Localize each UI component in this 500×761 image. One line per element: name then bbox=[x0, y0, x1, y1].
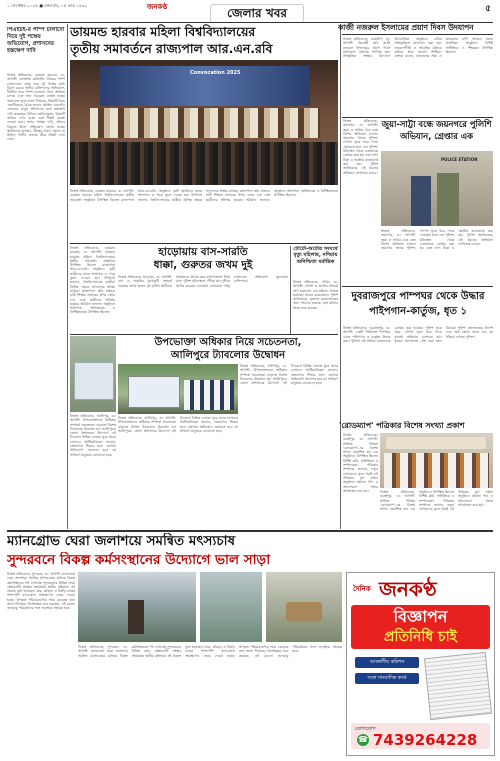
convocation-photo bbox=[70, 60, 338, 185]
ad-tag1: আকর্ষণীয় কমিশন bbox=[355, 657, 419, 668]
mangrove-headline-1: ম্যানগ্রোভ ঘেরা জলাশয়ে সমন্বিত মৎস্যচাষ bbox=[7, 533, 236, 549]
dubraj-rule bbox=[342, 286, 493, 287]
upa-body-3: নিজস্ব প্রতিবেদক, আলিপুর, ৩১ আগস্ট: উপভোক্তাদের অধিকার সম্পর্কে সচেতনতা বাড়াতে বিশেষ ট্যাবলোর উদ্বোধন হল আলিপুরে। জেলা প্রশাসনের উদ্যোগে এই ট্যাবলো বিভিন্ন এলাকা ঘুরে প্রচার চালাবে। আধিকারিকরা জানান, প্রতারণার শিকার হলে কোথায় অভিযোগ জানাতে হবে তা সাধারণ মানুষকে বোঝানো হবে। bbox=[118, 416, 238, 433]
mangrove-body-1: নিজস্ব প্রতিবেদক, সুন্দরবন, ৩১ আগস্ট: ম্যানগ্রোভ ঘেরা জলাশয়ে সমন্বিত মৎস্যচাষের মাধ্যমে বিকল্প কর্মসংস্থানের পথ দেখাচ্ছে সুন্দরবনের বিভিন্ন গ্রাম। স্বেচ্ছাসেবী সংস্থার সহায়তায় স্থানীয় মহিলারা এই প্রকল্পে যুক্ত হয়েছেন। মাছ, কাঁকড়া ও চিংড়ি চাষের পাশাপাশি ম্যানগ্রোভ সংরক্ষণেও জোর দেওয়া হচ্ছে। উপকৃত পরিবারগুলির আয় বেড়েছে বলে জানা গিয়েছে। বিশেষজ্ঞরা মনে করছেন, এই মডেল জলবায়ু পরিবর্তনের সঙ্গে লড়াইয়ে সহায়ক হবে। bbox=[7, 572, 75, 611]
kazi-headline: কাজী নজরুল ইসলামের প্রয়াণ দিবস উদযাপন bbox=[338, 23, 474, 32]
dignitaries-row bbox=[90, 108, 320, 138]
ad-line2: প্রতিনিধি চাই bbox=[384, 629, 457, 645]
convocation-banner-text: Convocation 2025 bbox=[190, 70, 241, 76]
fish-farm-photo-2 bbox=[200, 572, 262, 642]
jua-headline: জুয়া-সাট্টা বন্ধে জয়নগরে পুলিশি অভিযান, গ্রেপ্তার এক bbox=[381, 119, 492, 141]
tableau-vehicle bbox=[74, 362, 114, 400]
ad-tag2: সঙ্গে সাংবাদিক কার্ড bbox=[355, 673, 419, 684]
bus-body: নিজস্ব প্রতিবেদক, হাড়োয়া, ৩১ আগস্ট: বাস ও সারতির মুখোমুখি সংঘর্ষে গুরুতর জখম হলেন দুই ব্যক্তি। স্থানীয়রা আহতদের উদ্ধার করে হাসপাতালে নিয়ে যান। পুলিশ ঘটনাস্থলে পৌঁছে যান দুটিকে আটক করেছে। এলাকায় বেপরোয়া গাড়ি চালানোর অভিযোগ তুলেছেন বাসিন্দারা। bbox=[118, 275, 288, 288]
recruitment-ad bbox=[346, 572, 495, 756]
dubraj-body: নিজস্ব প্রতিবেদক, দুবরাজপুর, ৩১ আগস্ট: একটি পরিত্যক্ত পাম্পঘর থেকে পাইপগান ও কার্তুজ উদ্ধার করল পুলিশ। এই ঘটনায় একজনকে গ্রেপ্তার করা হয়েছে। পুলিশ সূত্রে খবর, গোপন সূত্রে খবর পেয়ে রাতেই অভিযান চালানো হয়। ধৃতকে আদালতে পেশ করা হলে বিচারক পুলিশ হেফাজতের নির্দেশ দেন। অস্ত্র কোথা থেকে এল, তা খতিয়ে দেখছে পুলিশ। bbox=[343, 326, 493, 343]
jua-body: নিজস্ব প্রতিবেদক, জয়নগর, ৩১ আগস্ট: জুয়া ও সাট্টার ঠেক বন্ধে বিশেষ অভিযান চালাল জয়নগর থানার পুলিশ। গোপন সূত্রে খবর পেয়ে এলাকায় হানা দেয় পুলিশ। ঘটনাস্থল থেকে একজনকে গ্রেপ্তার করা হয় এবং নগদ টাকা ও সরঞ্জাম বাজেয়াপ্ত করা হয়। পুলিশ জানিয়েছে, এই ধরনের অভিযান লাগাতার চলবে। bbox=[343, 119, 378, 175]
officials-group bbox=[184, 380, 234, 410]
audience bbox=[70, 142, 338, 185]
upa-rule bbox=[70, 334, 338, 335]
phone-icon: ☎ bbox=[358, 735, 368, 744]
farmer-figure bbox=[128, 600, 144, 634]
dubraj-headline: দুবরাজপুরে পাম্পঘর থেকে উদ্ধার পাইপগান-কার্তুজ, ধৃত ১ bbox=[351, 291, 485, 317]
page-number: ৫ bbox=[485, 4, 491, 14]
tableau-van bbox=[128, 376, 180, 408]
lead-rule bbox=[70, 243, 338, 244]
rodmap-guests bbox=[384, 453, 489, 488]
toto-divider bbox=[290, 246, 291, 334]
police-photo bbox=[381, 151, 493, 226]
left-body: নিজস্ব প্রতিবেদক, ডায়মন্ড হারবার, ৩১ আগস্ট: জনস্বাস্থ্য কারিগরি দপ্তরের পাম্প চালানোকে কেন্দ্র করে দুই পক্ষের মধ্যে বিবাদ চরমে। স্থানীয় বাসিন্দাদের অভিযোগ, দীর্ঘদিন ধরে পাম্প চালানো নিয়ে অনিয়ম চলছে এবং জল সরবরাহ ব্যাহত হচ্ছে। পঞ্চায়েত সূত্রে জানা গিয়েছে, বিষয়টি নিয়ে একাধিকবার বৈঠক হলেও সমাধান মেলেনি। এলাকার মানুষ প্রশাসনের দ্রুত হস্তক্ষেপ দাবি করেছেন। বিডিও জানিয়েছেন, বিষয়টি খতিয়ে দেখা হচ্ছে এবং শীঘ্রই ব্যবস্থা নেওয়া হবে। অপর পক্ষের দাবি, তাঁদের বিরুদ্ধে মিথ্যা অভিযোগ তোলা হচ্ছে। স্থানীয়দের আশঙ্কা, গ্রীষ্মের আগে সমস্যা না মিটলে পানীয় জলের তীব্র সংকট দেখা দেবে। bbox=[7, 73, 65, 142]
lead-body-cont: নিজস্ব প্রতিবেদক, ডায়মন্ড হারবার, ৩১ আগস্ট: ডায়মন্ড হারবার মহিলা বিশ্ববিদ্যালয়ের তৃতীয় সমাবর্তন অনুষ্ঠানে উপস্থিত ছিলেন রাজ্যপাল আর.এন.রবি। অনুষ্ঠানে কৃতী ছাত্রীদের হাতে শংসাপত্র ও পদক তুলে দেওয়া হয়। উপাচার্য জানান, বিশ্ববিদ্যালয়ের ছাত্রীরা বিভিন্ন ক্ষেত্রে সাফল্যের স্বাক্ষর রাখছে। রাজ্যপাল তাঁর বক্তব্যে নারী শিক্ষার প্রসারের উপর জোর দেন এবং ছাত্রীদের স্বনির্ভর হওয়ার আহ্বান জানান। অনুষ্ঠানে অধ্যাপক, অভিভাবক ও বিশিষ্টজনেরা উপস্থিত ছিলেন। bbox=[70, 246, 115, 315]
ad-brand: জনকণ্ঠ bbox=[379, 577, 437, 601]
accused-person bbox=[411, 176, 431, 226]
upa-headline-1: উপভোক্তা অধিকার নিয়ে সচেতনতা, bbox=[154, 337, 302, 348]
mangrove-headline-2: সুন্দরবনে বিকল্প কর্মসংস্থানের উদ্যোগে ভাল সাড়া bbox=[7, 552, 271, 568]
rodmap-body: নিজস্ব প্রতিবেদক, বারুইপুর, ৩১ আগস্ট: সাহিত্য পত্রিকা 'রোডম্যাপ'-এর বিশেষ সংখ্যা প্রকাশিত হল এক অনুষ্ঠানে। উপস্থিত ছিলেন বিশিষ্ট কবি, সাহিত্যিক ও সম্পাদকরা। পত্রিকার সম্পাদক জানান, নতুন লেখকদের তুলে ধরাই এই পত্রিকার মূল লক্ষ্য। অনুষ্ঠানে কবিতা পাঠ ও আলোচনা সভার আয়োজন করা হয়। bbox=[343, 433, 378, 493]
bus-headline-1: হাড়োয়ায় বাস-সারতি bbox=[158, 246, 248, 258]
kazi-body: নিজস্ব প্রতিবেদক, কাকদ্বীপ, ৩১ আগস্ট: বিদ্রোহী কবি কাজী নজরুল ইসলামের প্রয়াণ দিবস যথাযোগ্য মর্যাদায় পালিত হল। সাংস্কৃতিক সংস্থার উদ্যোগে আয়োজিত অনুষ্ঠানে কবির প্রতিকৃতিতে মাল্যদান করা হয়। নজরুলগীতি ও আবৃত্তির মাধ্যমে কবিকে শ্রদ্ধা জানান শিল্পীরা। বক্তারা বলেন, নজরুলের সাম্য ও মানবতার বাণী আজও সমান প্রাসঙ্গিক। অনুষ্ঠানে বিশিষ্ট সাহিত্যিক ও শিক্ষকরা উপস্থিত ছিলেন। bbox=[343, 37, 493, 59]
bus-headline-2: ধাক্কা, গুরুতর জখম দুই bbox=[153, 259, 253, 271]
page-date: ১ সেপ্টেম্বর ২০২৫ ● মঙ্গলবার, ১৫ ভাদ্র ১৪৩২ bbox=[7, 3, 88, 8]
kazi-rule bbox=[342, 34, 493, 35]
harvest-basket bbox=[286, 602, 322, 622]
ad-brand-small: দৈনিক bbox=[353, 585, 371, 593]
left-headline: পিএইচই-র পাম্প চালানো নিয়ে দুই পক্ষের অভিযোগ, প্রশাসনের হস্তক্ষেপ দাবি bbox=[7, 27, 65, 54]
ad-newspaper-image bbox=[424, 652, 492, 720]
mangrove-body-2: নিজস্ব প্রতিবেদক, সুন্দরবন, ৩১ আগস্ট: ম্যানগ্রোভ ঘেরা জলাশয়ে সমন্বিত মৎস্যচাষের মাধ্যমে বিকল্প কর্মসংস্থানের পথ দেখাচ্ছে সুন্দরবনের বিভিন্ন গ্রাম। স্বেচ্ছাসেবী সংস্থার সহায়তায় স্থানীয় মহিলারা এই প্রকল্পে যুক্ত হয়েছেন। মাছ, কাঁকড়া ও চিংড়ি চাষের পাশাপাশি ম্যানগ্রোভ সংরক্ষণেও জোর দেওয়া হচ্ছে। উপকৃত পরিবারগুলির আয় বেড়েছে বলে জানা গিয়েছে। বিশেষজ্ঞরা মনে করছেন, এই মডেল জলবায়ু পরিবর্তনের সঙ্গে লড়াইয়ে সহায়ক হবে। bbox=[78, 645, 342, 658]
lead-headline-2: তৃতীয় সমাবর্তনে রাজ্যপাল আর.এন.রবি bbox=[70, 41, 273, 56]
fish-farm-photo-1 bbox=[78, 572, 196, 642]
section-title: জেলার খবর bbox=[210, 4, 304, 23]
police-sign-text: POLICE STATION bbox=[441, 157, 478, 162]
upa-body: নিজস্ব প্রতিবেদক, আলিপুর, ৩১ আগস্ট: উপভোক্তাদের অধিকার সম্পর্কে সচেতনতা বাড়াতে বিশেষ ট্যাবলোর উদ্বোধন হল আলিপুরে। জেলা প্রশাসনের উদ্যোগে এই ট্যাবলো বিভিন্ন এলাকা ঘুরে প্রচার চালাবে। আধিকারিকরা জানান, প্রতারণার শিকার হলে কোথায় অভিযোগ জানাতে হবে তা সাধারণ মানুষকে বোঝানো হবে। bbox=[70, 414, 116, 457]
tableau-photo bbox=[70, 336, 116, 412]
paper-logo: জনকণ্ঠ bbox=[147, 3, 168, 11]
fish-farm-photo-3 bbox=[266, 572, 342, 642]
ad-contact-label: যোগাযোগ bbox=[355, 726, 376, 732]
lead-headline-1: ডায়মন্ড হারবার মহিলা বিশ্ববিদ্যালয়ের bbox=[70, 24, 256, 39]
mangrove-rule-top bbox=[7, 530, 493, 532]
col-divider bbox=[67, 24, 68, 529]
lead-body: নিজস্ব প্রতিবেদক, ডায়মন্ড হারবার, ৩১ আগস্ট: ডায়মন্ড হারবার মহিলা বিশ্ববিদ্যালয়ের তৃতীয় সমাবর্তন অনুষ্ঠানে উপস্থিত ছিলেন রাজ্যপাল আর.এন.রবি। অনুষ্ঠানে কৃতী ছাত্রীদের হাতে শংসাপত্র ও পদক তুলে দেওয়া হয়। উপাচার্য জানান, বিশ্ববিদ্যালয়ের ছাত্রীরা বিভিন্ন ক্ষেত্রে সাফল্যের স্বাক্ষর রাখছে। রাজ্যপাল তাঁর বক্তব্যে নারী শিক্ষার প্রসারের উপর জোর দেন এবং ছাত্রীদের স্বনির্ভর হওয়ার আহ্বান জানান। অনুষ্ঠানে অধ্যাপক, অভিভাবক ও বিশিষ্টজনেরা উপস্থিত ছিলেন। bbox=[70, 189, 338, 202]
rodmap-body-2: নিজস্ব প্রতিবেদক, বারুইপুর, ৩১ আগস্ট: সাহিত্য পত্রিকা 'রোডম্যাপ'-এর বিশেষ সংখ্যা প্রকাশিত হল এক অনুষ্ঠানে। উপস্থিত ছিলেন বিশিষ্ট কবি, সাহিত্যিক ও সম্পাদকরা। পত্রিকার সম্পাদক জানান, নতুন লেখকদের তুলে ধরাই এই পত্রিকার মূল লক্ষ্য। অনুষ্ঠানে কবিতা পাঠ ও আলোচনা সভার আয়োজন করা হয়। bbox=[380, 490, 493, 512]
rodmap-banner bbox=[386, 437, 486, 449]
ad-line1: বিজ্ঞাপন bbox=[393, 607, 448, 626]
rodmap-headline: 'রোডম্যাপ' পত্রিকার বিশেষ সংখ্যা প্রকাশ bbox=[339, 421, 465, 430]
jua-rule bbox=[342, 117, 493, 118]
toto-headline: টোটো-অটোর সংঘর্ষে মৃত্যু মহিলার, নদিয়ায় অনিশ্চিতা মর্মান্তিক bbox=[293, 246, 338, 265]
police-officer bbox=[437, 173, 459, 226]
upa-body-2: নিজস্ব প্রতিবেদক, আলিপুর, ৩১ আগস্ট: উপভোক্তাদের অধিকার সম্পর্কে সচেতনতা বাড়াতে বিশেষ ট্যাবলোর উদ্বোধন হল আলিপুরে। জেলা প্রশাসনের উদ্যোগে এই ট্যাবলো বিভিন্ন এলাকা ঘুরে প্রচার চালাবে। আধিকারিকরা জানান, প্রতারণার শিকার হলে কোথায় অভিযোগ জানাতে হবে তা সাধারণ মানুষকে বোঝানো হবে। bbox=[240, 364, 338, 386]
right-divider bbox=[340, 24, 341, 529]
toto-body: নিজস্ব প্রতিবেদক, নদিয়া, ৩১ আগস্ট: টোটো ও অটোর সংঘর্ষে প্রাণ হারালেন এক মহিলা। আহত হয়েছেন আরও কয়েকজন। পুলিশ জানিয়েছে, মৃতদেহ ময়নাতদন্তের জন্য পাঠানো হয়েছে এবং ঘটনার তদন্ত শুরু হয়েছে। bbox=[293, 280, 338, 310]
tableau-photo-2 bbox=[118, 364, 238, 414]
ad-phone: 7439264228 bbox=[373, 731, 478, 749]
rodmap-photo bbox=[380, 433, 493, 488]
jua-body-2: নিজস্ব প্রতিবেদক, জয়নগর, ৩১ আগস্ট: জুয়া ও সাট্টার ঠেক বন্ধে বিশেষ অভিযান চালাল জয়নগর থানার পুলিশ। গোপন সূত্রে খবর পেয়ে এলাকায় হানা দেয় পুলিশ। ঘটনাস্থল থেকে একজনকে গ্রেপ্তার করা হয় এবং নগদ টাকা ও সরঞ্জাম বাজেয়াপ্ত করা হয়। পুলিশ জানিয়েছে, এই ধরনের অভিযান লাগাতার চলবে। bbox=[381, 229, 493, 251]
upa-headline-2: আলিপুরে ট্যাবলোর উদ্বোধন bbox=[170, 350, 286, 361]
